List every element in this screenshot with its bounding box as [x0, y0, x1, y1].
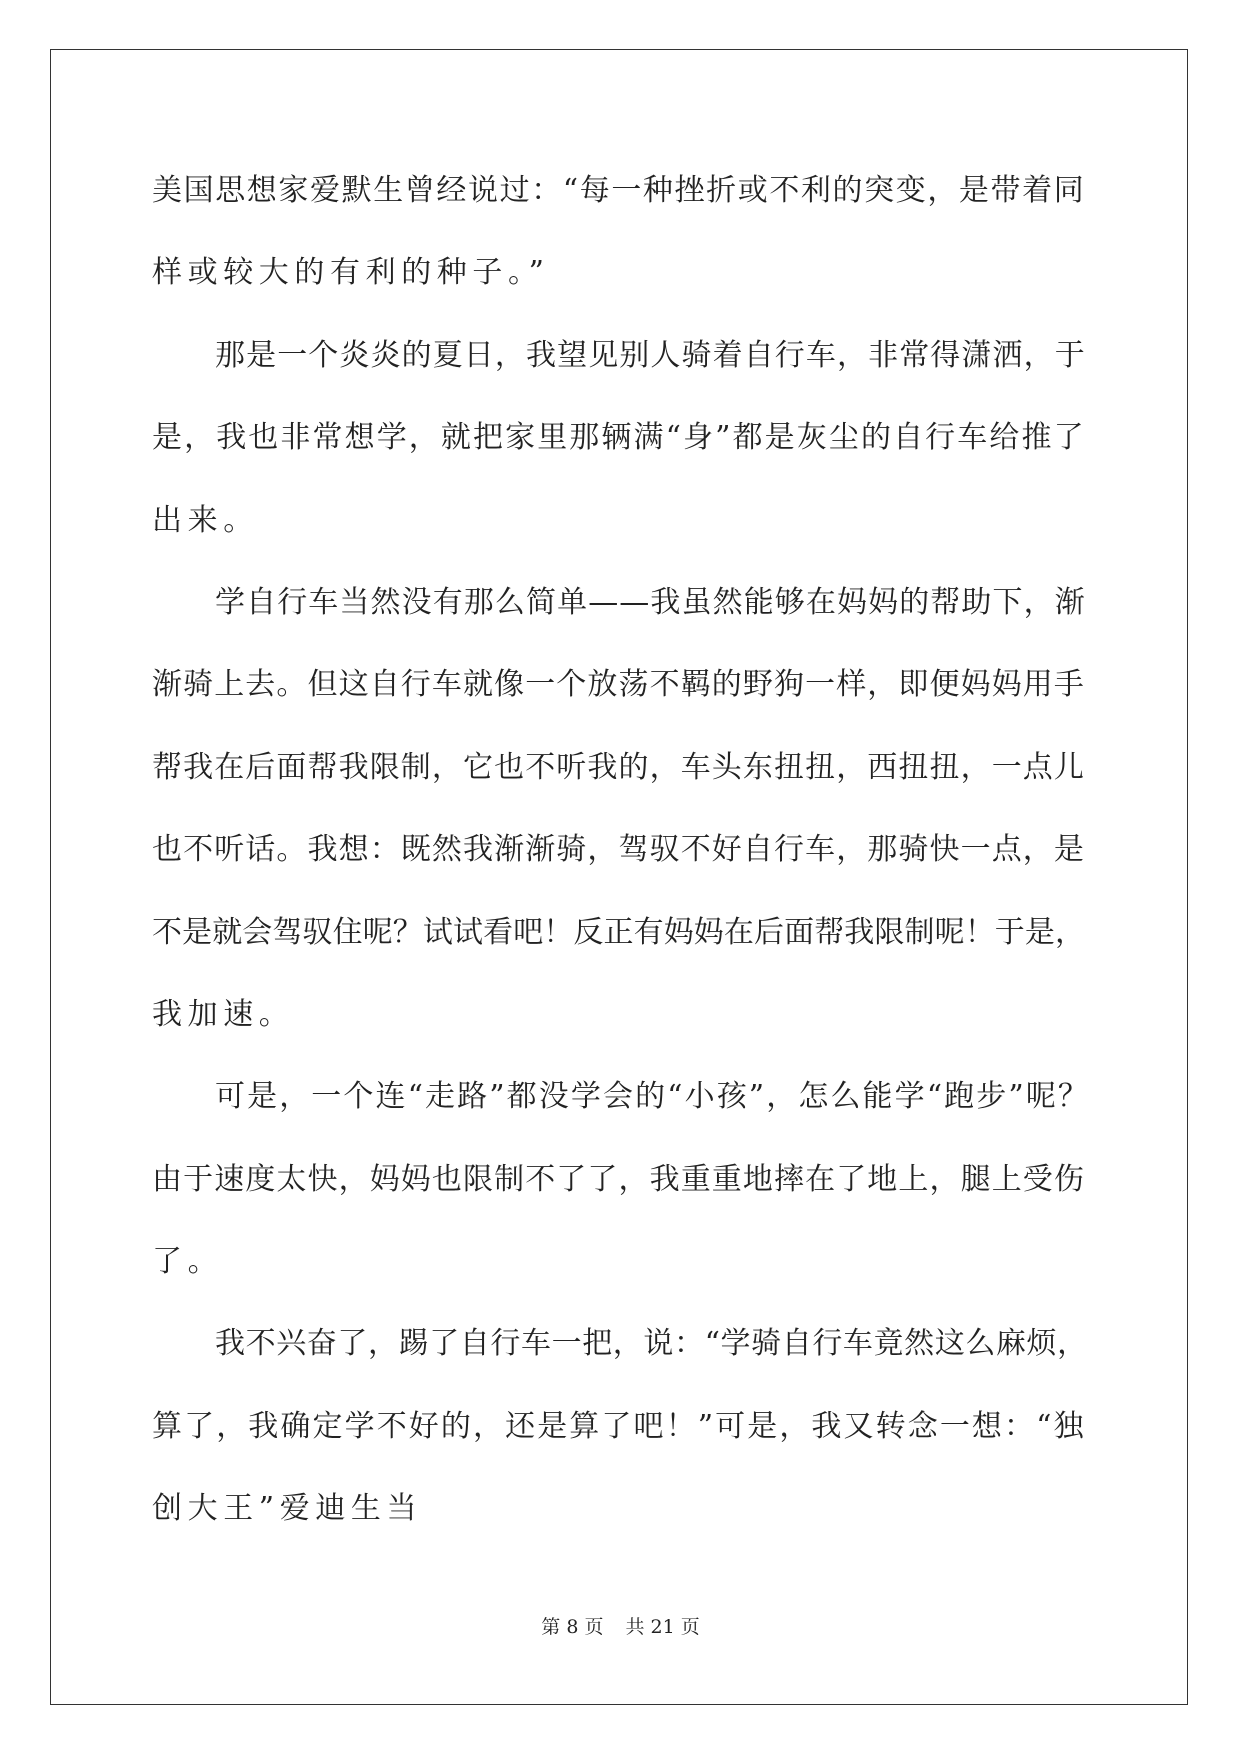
page-total: 共 21 页: [625, 1616, 700, 1638]
text-line: 帮我在后面帮我限制，它也不听我的，车头东扭扭，西扭扭，一点儿: [152, 749, 1085, 785]
text-line: 创大王”爱迪生当: [152, 1491, 423, 1527]
text-line: 是，我也非常想学，就把家里那辆满“身”都是灰尘的自行车给推了: [152, 420, 1086, 456]
text-line: 我不兴奋了，踢了自行车一把，说：“学骑自行车竟然这么麻烦，: [215, 1326, 1088, 1362]
page-footer: [0, 1612, 1241, 1639]
text-line: 也不听话。我想：既然我渐渐骑，驾驭不好自行车，那骑快一点，是: [152, 832, 1085, 868]
text-line: 渐骑上去。但这自行车就像一个放荡不羁的野狗一样，即便妈妈用手: [152, 667, 1085, 703]
text-line: 样或较大的有利的种子。”: [152, 255, 550, 291]
text-line: 算了，我确定学不好的，还是算了吧！”可是，我又转念一想：“独: [152, 1408, 1086, 1444]
text-line: 出来。: [152, 502, 259, 538]
text-line: 学自行车当然没有那么简单——我虽然能够在妈妈的帮助下，渐: [215, 584, 1086, 620]
text-line: 美国思想家爱默生曾经说过：“每一种挫折或不利的突变，是带着同: [152, 173, 1086, 208]
text-line: 了。: [152, 1244, 224, 1280]
text-line: 我加速。: [152, 996, 295, 1032]
page-number: 第 8 页: [541, 1616, 604, 1638]
text-line: 可是，一个连“走路”都没学会的“小孩”，怎么能学“跑步”呢？: [215, 1079, 1091, 1115]
text-line: 不是就会驾驭住呢？试试看吧！反正有妈妈在后面帮我限制呢！于是，: [152, 914, 1086, 950]
document-body: [152, 158, 1090, 1559]
text-line: 那是一个炎炎的夏日，我望见别人骑着自行车，非常得潇洒，于: [215, 337, 1086, 373]
text-line: 由于速度太快，妈妈也限制不了了，我重重地摔在了地上，腿上受伤: [152, 1161, 1085, 1197]
